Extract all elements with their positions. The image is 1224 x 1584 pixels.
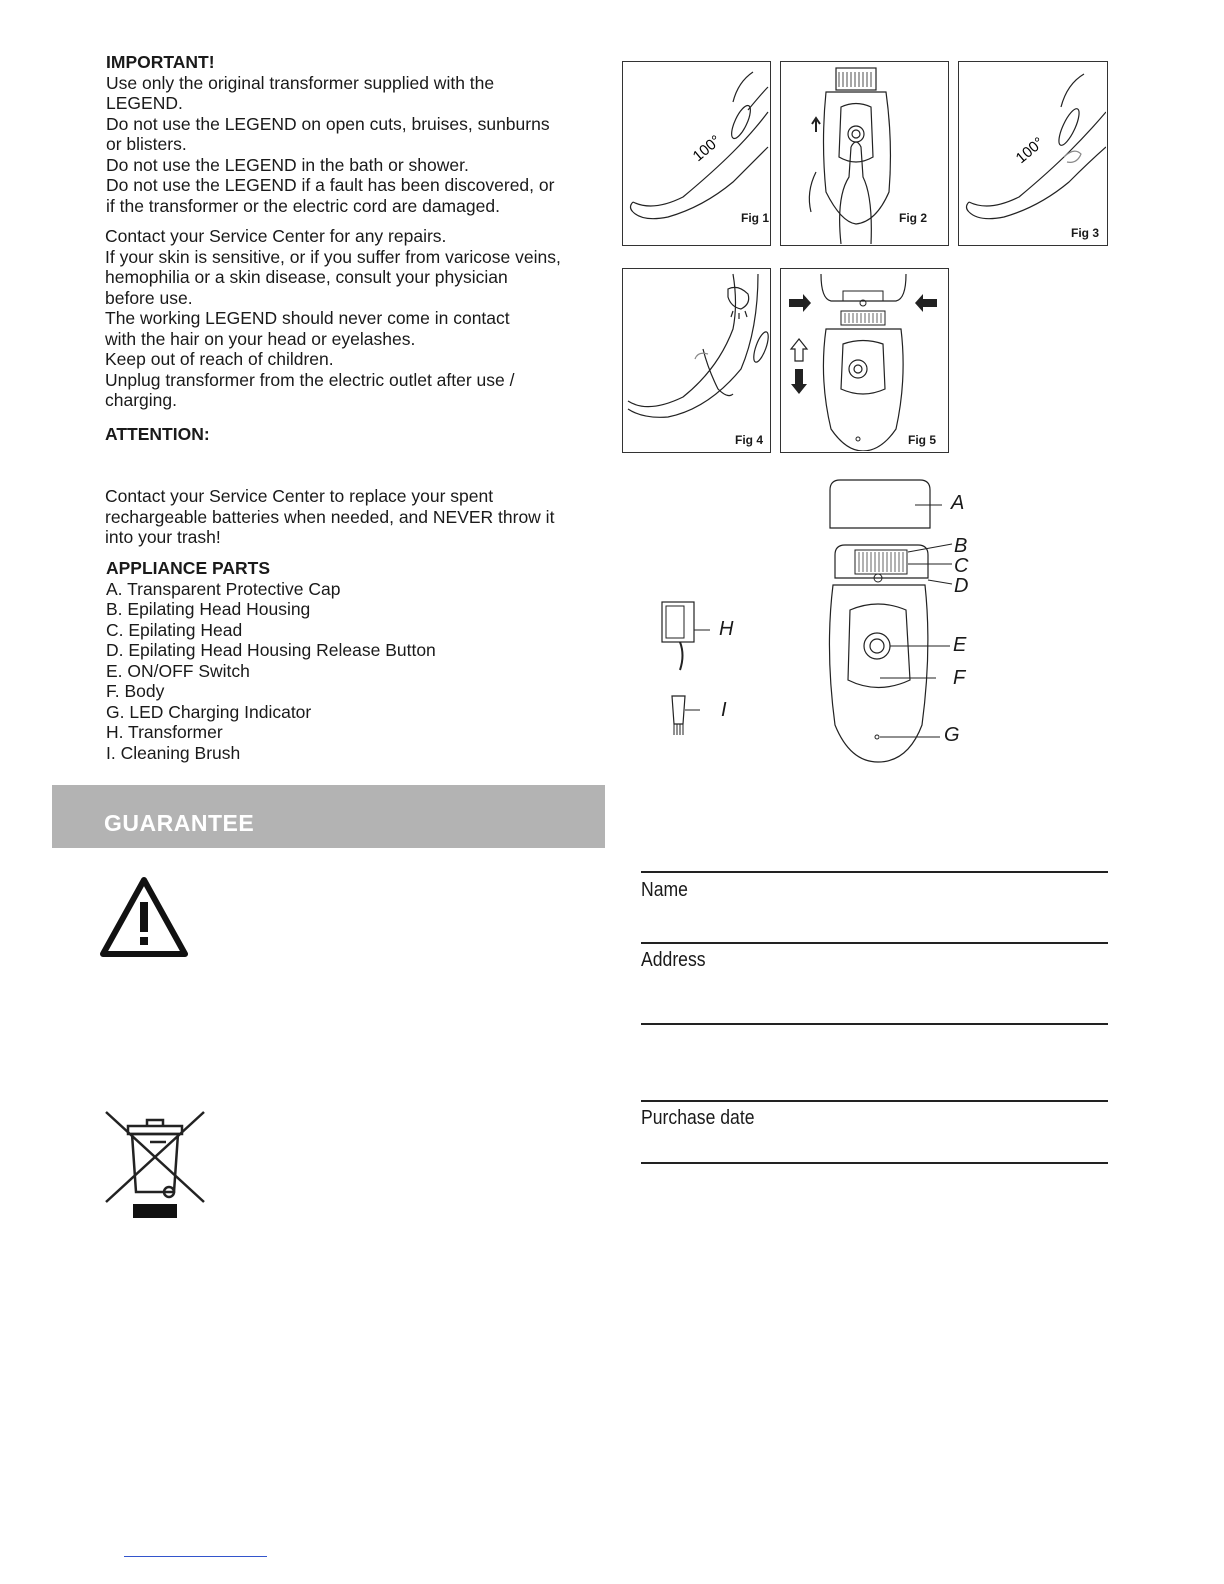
part-item: F. Body bbox=[106, 681, 165, 701]
diagram-label-h: H bbox=[719, 618, 734, 640]
safety-line: Unplug transformer from the electric outlet after use / bbox=[105, 369, 515, 390]
part-item: A. Transparent Protective Cap bbox=[106, 578, 341, 599]
safety-line: The working LEGEND should never come in contact bbox=[105, 308, 510, 328]
diagram-label-g: G bbox=[944, 724, 960, 746]
part-item: B. Epilating Head Housing bbox=[106, 599, 311, 619]
important-line: Use only the original transformer supplied with the bbox=[106, 72, 495, 93]
figure-2 bbox=[780, 61, 949, 246]
diagram-label-d: D bbox=[954, 575, 969, 597]
diagram-label-i: I bbox=[721, 699, 727, 721]
angle-label: 100° bbox=[1012, 134, 1048, 168]
safety-line: Contact your Service Center for any repairs. bbox=[105, 226, 447, 246]
fig5-label: Fig 5 bbox=[908, 433, 937, 447]
diagram-label-a: A bbox=[951, 492, 965, 514]
purchase-date-label: Purchase date bbox=[641, 1107, 755, 1129]
important-line: Do not use the LEGEND on open cuts, bruises, sunburns bbox=[106, 113, 550, 134]
figure-4 bbox=[622, 268, 771, 453]
important-line: Do not use the LEGEND in the bath or shower. bbox=[106, 154, 469, 175]
fig2-label: Fig 2 bbox=[899, 211, 928, 225]
safety-line: Keep out of reach of children. bbox=[105, 349, 334, 369]
attention-section bbox=[105, 424, 605, 445]
attention-line: rechargeable batteries when needed, and NEVER throw it bbox=[105, 506, 555, 527]
address-field-line-2[interactable] bbox=[641, 1100, 1108, 1102]
part-item: D. Epilating Head Housing Release Button bbox=[106, 640, 436, 660]
part-item: E. ON/OFF Switch bbox=[106, 660, 250, 681]
part-item: I. Cleaning Brush bbox=[106, 742, 241, 763]
appliance-parts-section bbox=[106, 558, 606, 763]
name-label: Name bbox=[641, 879, 688, 901]
important-section bbox=[106, 52, 606, 216]
address-label: Address bbox=[641, 949, 706, 971]
diagram-label-b: B bbox=[954, 535, 968, 557]
attention-heading: ATTENTION: bbox=[105, 424, 210, 444]
attention-line: Contact your Service Center to replace your spent bbox=[105, 486, 494, 506]
part-item: G. LED Charging Indicator bbox=[106, 701, 312, 722]
safety-line: before use. bbox=[105, 287, 193, 308]
figure-1 bbox=[622, 61, 771, 246]
name-top-line bbox=[641, 871, 1108, 873]
safety-line: If your skin is sensitive, or if you suffer from varicose veins, bbox=[105, 246, 561, 267]
name-field-line[interactable] bbox=[641, 942, 1108, 944]
figure-5 bbox=[780, 268, 949, 453]
safety-line: with the hair on your head or eyelashes. bbox=[105, 328, 416, 349]
safety-line: charging. bbox=[105, 390, 177, 410]
part-item: H. Transformer bbox=[106, 722, 223, 742]
safety-section bbox=[105, 226, 605, 411]
attention-line: into your trash! bbox=[105, 527, 221, 547]
leg-cleaning-illustration bbox=[623, 269, 769, 451]
diagram-label-f: F bbox=[953, 667, 966, 689]
purchase-date-field-line[interactable] bbox=[641, 1162, 1108, 1164]
footer-link-underline bbox=[124, 1556, 267, 1557]
head-release-illustration bbox=[781, 269, 947, 451]
important-line: or blisters. bbox=[106, 134, 187, 154]
address-field-line[interactable] bbox=[641, 1023, 1108, 1025]
important-line: LEGEND. bbox=[106, 93, 183, 113]
fig1-label: Fig 1 bbox=[741, 211, 770, 225]
diagram-label-e: E bbox=[953, 634, 967, 656]
diagram-label-c: C bbox=[954, 555, 969, 577]
warning-triangle-icon bbox=[100, 876, 188, 958]
leg-epilating-illustration-2 bbox=[959, 62, 1106, 244]
attention-body bbox=[105, 486, 605, 548]
part-item: C. Epilating Head bbox=[106, 619, 243, 640]
figure-3 bbox=[958, 61, 1108, 246]
crossed-out-bin-icon bbox=[102, 1108, 208, 1220]
guarantee-title: GUARANTEE bbox=[104, 810, 255, 836]
important-line: if the transformer or the electric cord are damaged. bbox=[106, 195, 500, 216]
protective-cap-shape bbox=[830, 480, 930, 528]
appliance-parts-heading: APPLIANCE PARTS bbox=[106, 558, 270, 578]
safety-line: hemophilia or a skin disease, consult your physician bbox=[105, 267, 508, 287]
guarantee-banner bbox=[52, 785, 605, 848]
important-heading: IMPORTANT! bbox=[106, 52, 215, 72]
important-line: Do not use the LEGEND if a fault has been discovered, or bbox=[106, 175, 555, 195]
fig3-label: Fig 3 bbox=[1071, 226, 1100, 240]
angle-label: 100° bbox=[689, 132, 725, 166]
fig4-label: Fig 4 bbox=[735, 433, 764, 447]
